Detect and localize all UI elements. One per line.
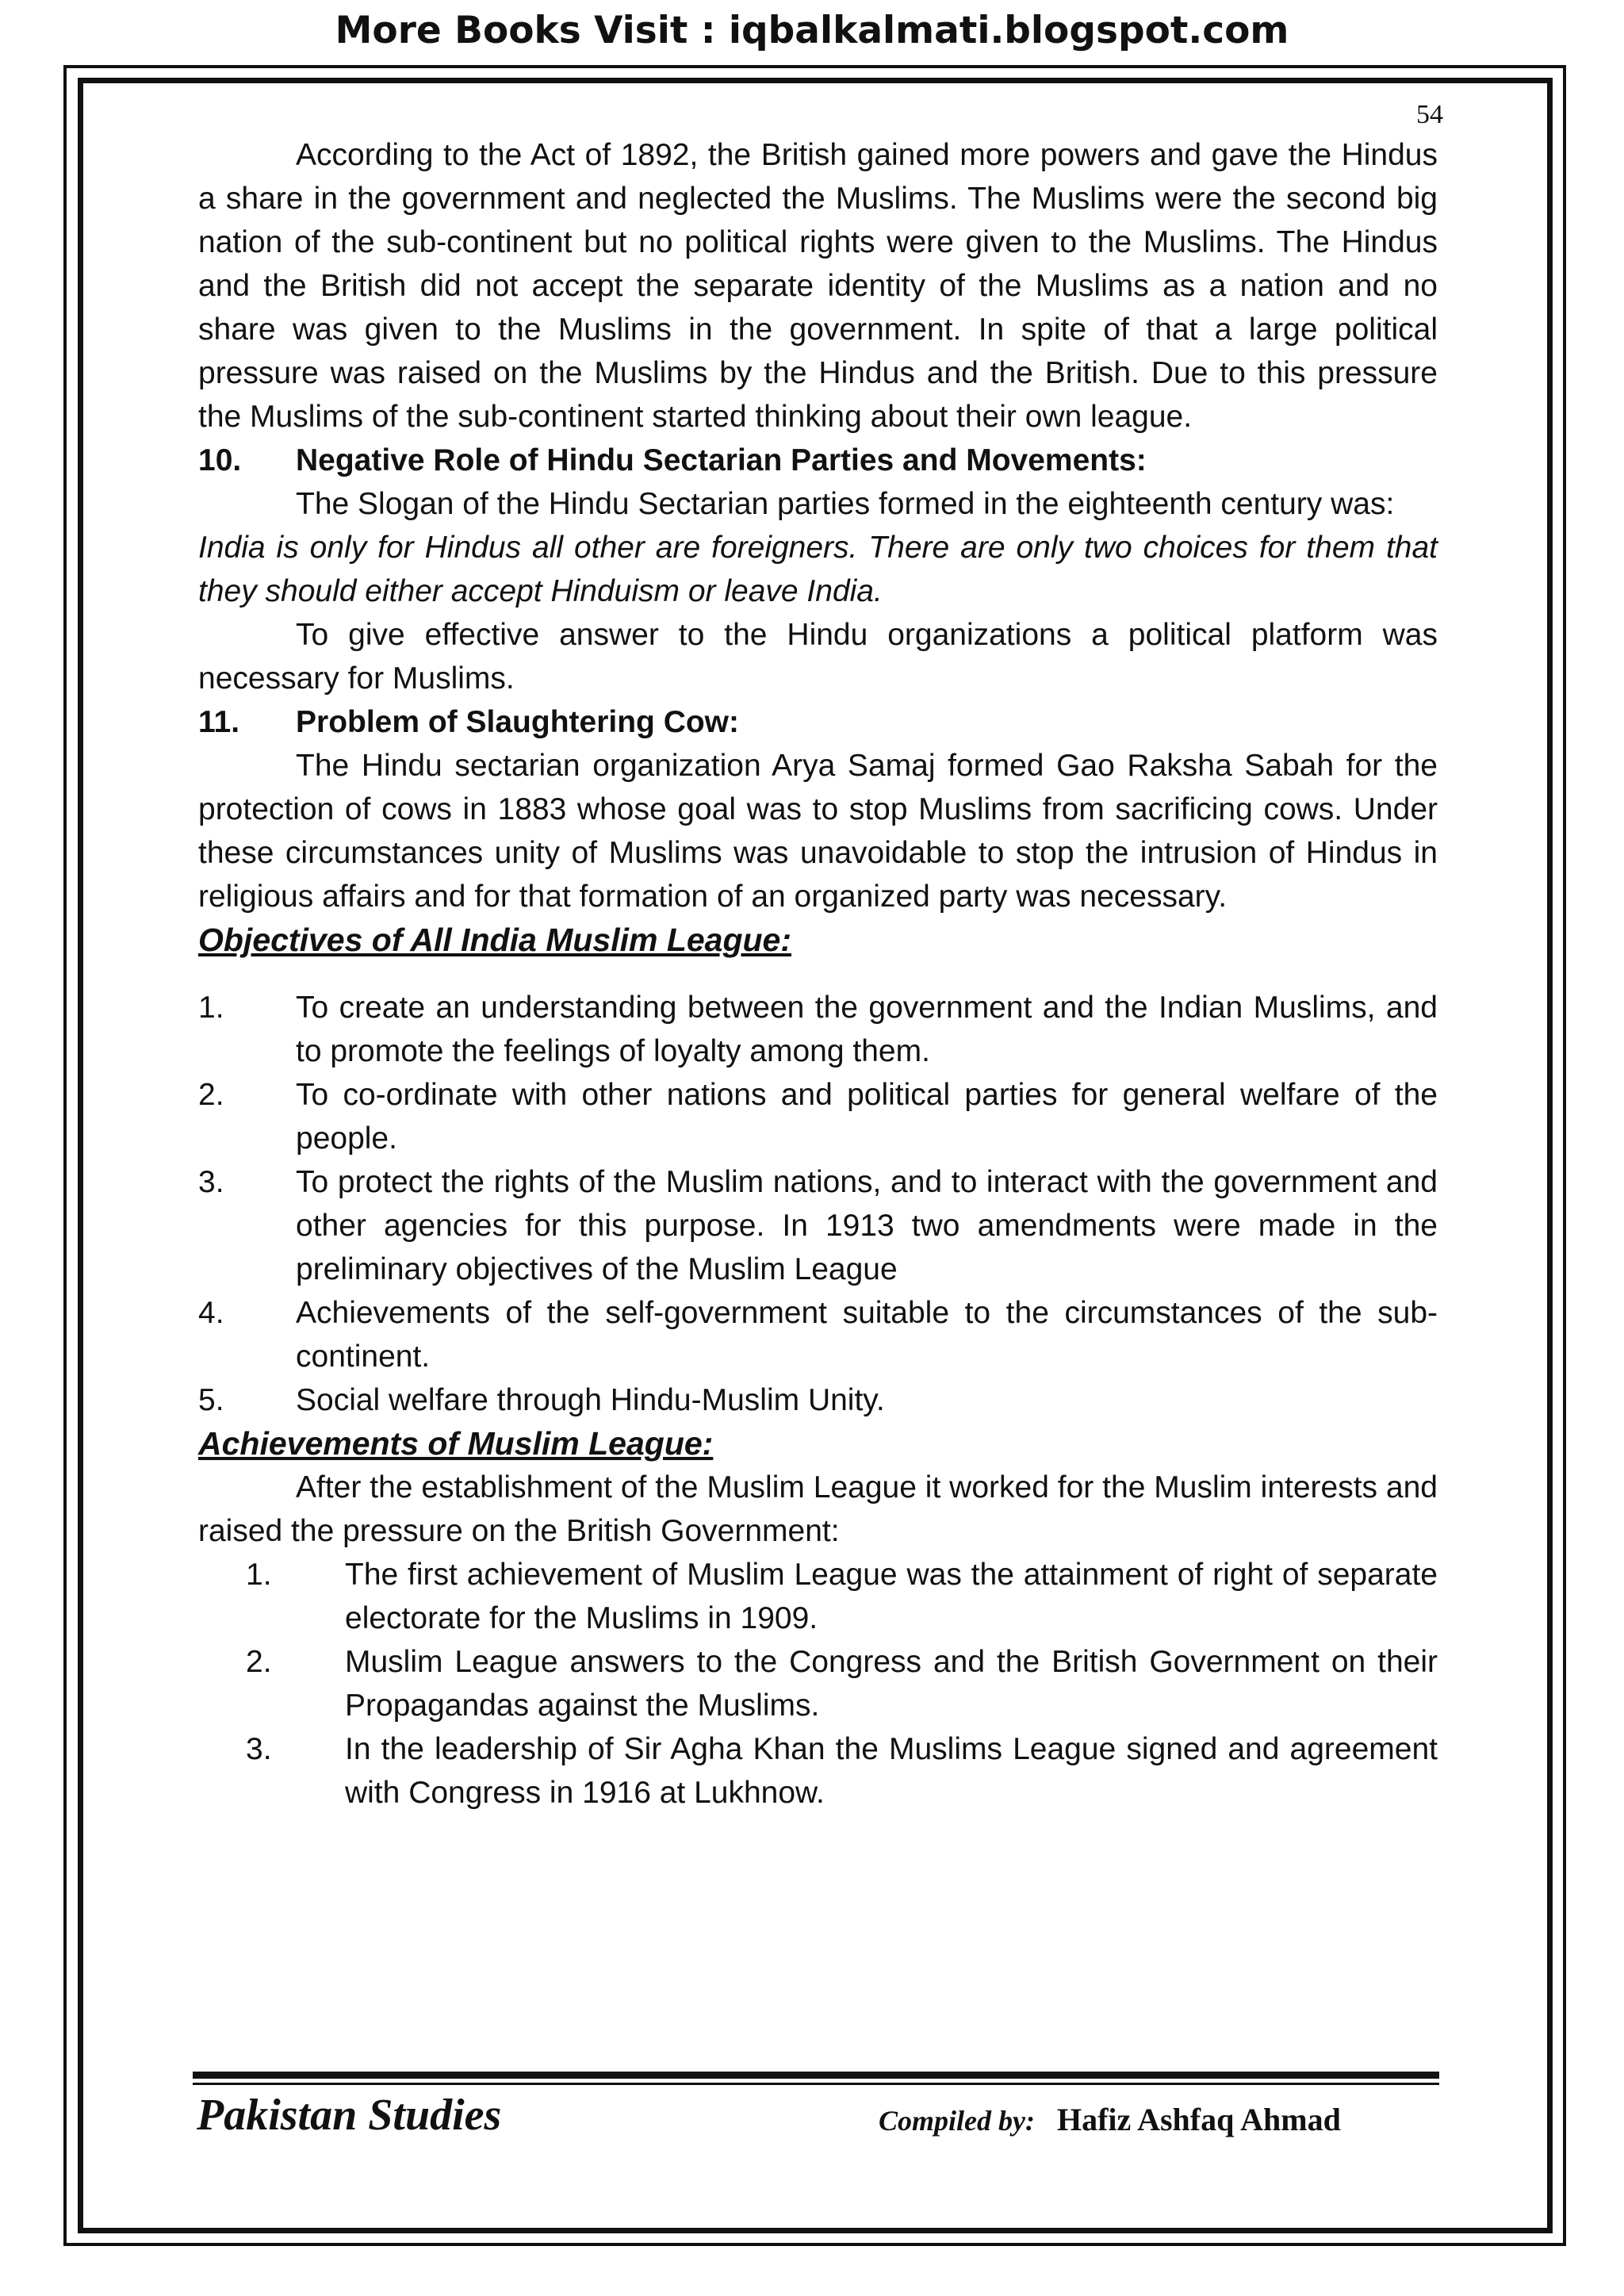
heading-10 (198, 439, 1438, 482)
paragraph-slogan-intro: The Slogan of the Hindu Sectarian parties formed in the eighteenth century was: (296, 487, 1395, 521)
footer-subject: Pakistan Studies (197, 2091, 502, 2140)
page-number: 54 (1416, 100, 1443, 129)
list-item (198, 1378, 1438, 1422)
achievements-list (198, 1553, 1438, 1815)
footer-rule-thick (193, 2072, 1439, 2079)
list-item (198, 1727, 1438, 1815)
list-text: In the leadership of Sir Agha Khan the Muslims League signed and agreement with Congress in 1916 at Lukhnow. (345, 1732, 1438, 1810)
list-text: Muslim League answers to the Congress and the British Government on their Propagandas against the Muslims. (345, 1645, 1438, 1723)
list-item (198, 1160, 1438, 1291)
page-content (198, 133, 1438, 1815)
footer-rule-thin (193, 2083, 1439, 2085)
section-title-objectives: Objectives of All India Muslim League: (198, 922, 792, 958)
list-number: 5. (198, 1383, 224, 1417)
objectives-list (198, 986, 1438, 1422)
list-item (198, 1291, 1438, 1378)
list-item (198, 1073, 1438, 1160)
list-number: 2. (246, 1645, 272, 1679)
footer-author: Hafiz Ashfaq Ahmad (1056, 2102, 1341, 2137)
list-text: Social welfare through Hindu-Muslim Unity. (296, 1383, 885, 1417)
list-text: The first achievement of Muslim League was the attainment of right of separate electorate for the Muslims in 1909. (345, 1558, 1438, 1635)
list-item (198, 1640, 1438, 1727)
list-number: 1. (246, 1558, 272, 1592)
list-text: To co-ordinate with other nations and political parties for general welfare of the people. (296, 1078, 1438, 1156)
heading-11 (198, 700, 1438, 744)
footer-compiled-label: Compiled by: (879, 2105, 1035, 2137)
list-number: 4. (198, 1296, 224, 1330)
list-number: 1. (198, 991, 224, 1025)
paragraph-cow: The Hindu sectarian organization Arya Samaj formed Gao Raksha Sabah for the protection of cows in 1883 whose goal was to stop Muslims from sacrificing cows. Under these circumstances unity of Muslims was unavoidable to stop the intrusion of Hindus in religious affairs and for that formation of an organized party was necessary. (198, 749, 1438, 914)
spacer (198, 962, 1438, 986)
heading-text: Problem of Slaughtering Cow: (296, 705, 740, 739)
footer-credit (879, 2098, 1341, 2143)
list-number: 3. (198, 1165, 224, 1199)
site-banner: More Books Visit : iqbalkalmati.blogspot.com (335, 9, 1289, 52)
list-number: 2. (198, 1078, 224, 1112)
slogan-quote: India is only for Hindus all other are foreigners. There are only two choices for them that they should either accept Hinduism or leave India. (198, 531, 1438, 608)
list-text: To create an understanding between the government and the Indian Muslims, and to promote the feelings of loyalty among them. (296, 991, 1438, 1068)
list-text: To protect the rights of the Muslim nations, and to interact with the government and other agencies for this purpose. In 1913 two amendments were made in the preliminary objectives of the Muslim League (296, 1165, 1438, 1286)
paragraph-act-1892: According to the Act of 1892, the British gained more powers and gave the Hindus a share in the government and neglected the Muslims. The Muslims were the second big nation of the sub-continent but no political rights were given to the Muslims. The Hindus and the British did not accept the separate identity of the Muslims as a nation and no share was given to the Muslims in the government. In spite of that a large political pressure was raised on the Muslims by the Hindus and the British. Due to this pressure the Muslims of the sub-continent started thinking about their own league. (198, 138, 1438, 434)
paragraph-achievements-intro: After the establishment of the Muslim League it worked for the Muslim interests and raised the pressure on the British Government: (198, 1470, 1438, 1548)
list-number: 3. (246, 1732, 272, 1766)
heading-text: Negative Role of Hindu Sectarian Parties and Movements: (296, 443, 1147, 477)
list-text: Achievements of the self-government suitable to the circumstances of the sub-continent. (296, 1296, 1438, 1374)
heading-number: 11. (198, 705, 240, 739)
list-item (198, 986, 1438, 1073)
heading-number: 10. (198, 443, 242, 477)
paragraph-effective-answer: To give effective answer to the Hindu organizations a political platform was necessary for Muslims. (198, 618, 1438, 696)
section-title-achievements: Achievements of Muslim League: (198, 1425, 714, 1462)
list-item (198, 1553, 1438, 1640)
